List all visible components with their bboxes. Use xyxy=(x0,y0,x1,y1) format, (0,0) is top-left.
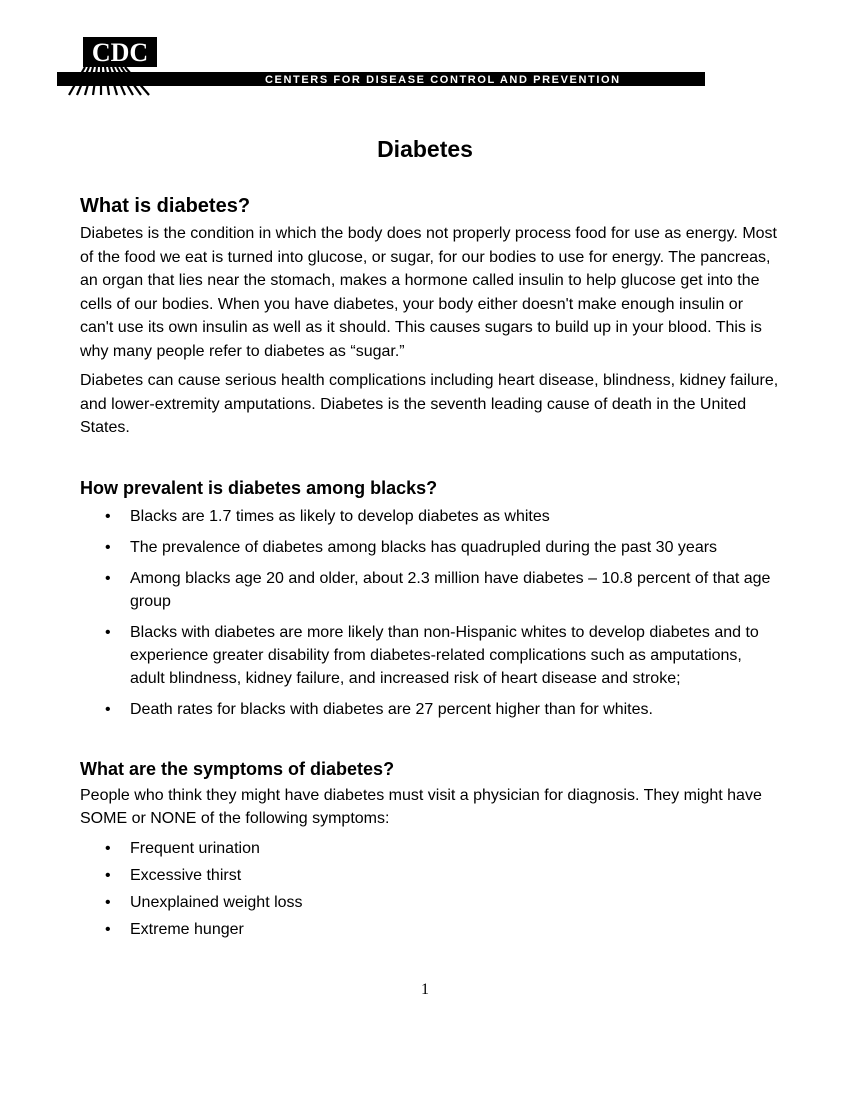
page-title: Diabetes xyxy=(377,136,473,162)
list-item xyxy=(80,621,780,690)
list-item-text: Death rates for blacks with diabetes are 27 percent higher than for whites. xyxy=(130,700,653,718)
heading-symptoms: What are the symptoms of diabetes? xyxy=(80,758,395,779)
bullet-icon: • xyxy=(105,920,111,938)
list-item xyxy=(80,864,780,887)
bullet-icon: • xyxy=(105,893,111,911)
list-item-text: Unexplained weight loss xyxy=(130,893,303,911)
cdc-logo xyxy=(57,37,705,97)
paragraph: Diabetes can cause serious health complications including heart disease, blindness, kidney failure, and lower-extremity amputations. Diabetes is the seventh leading cause of death in the United States. xyxy=(80,372,779,436)
list-item-text: Extreme hunger xyxy=(130,920,244,938)
bullet-icon: • xyxy=(105,700,111,718)
list-item xyxy=(80,536,780,559)
page-number: 1 xyxy=(421,981,429,998)
cdc-header xyxy=(57,37,705,97)
heading-what-is-diabetes: What is diabetes? xyxy=(80,195,251,217)
list-item xyxy=(80,698,780,721)
bullet-icon: • xyxy=(105,866,111,884)
bullet-icon: • xyxy=(105,507,111,525)
list-item xyxy=(80,918,780,941)
list-item-text: Blacks are 1.7 times as likely to develop diabetes as whites xyxy=(130,507,550,525)
banner-text: CENTERS FOR DISEASE CONTROL AND PREVENTION xyxy=(265,74,621,86)
list-item xyxy=(80,837,780,860)
bullet-icon: • xyxy=(105,538,111,556)
list-item-text: The prevalence of diabetes among blacks has quadrupled during the past 30 years xyxy=(130,538,718,556)
bullet-icon: • xyxy=(105,569,111,587)
bullet-icon: • xyxy=(105,623,111,641)
bullet-icon: • xyxy=(105,839,111,857)
list-item-text: Blacks with diabetes are more likely than non-Hispanic whites to develop diabetes and to experience greater disability from diabetes-related complications such as amputations, adult blindness, kidney failure, and increased risk of heart disease and stroke; xyxy=(130,623,759,687)
paragraph: People who think they might have diabetes must visit a physician for diagnosis. They might have SOME or NONE of the following symptoms: xyxy=(80,786,762,827)
prevalence-list xyxy=(80,505,780,721)
list-item-text: Excessive thirst xyxy=(130,866,242,884)
logo-text: CDC xyxy=(91,38,149,67)
document-body xyxy=(80,130,780,945)
list-item xyxy=(80,505,780,528)
paragraph: Diabetes is the condition in which the body does not properly process food for use as energy. Most of the food we eat is turned into glucose, or sugar, for our bodies to use for energy. The pancreas, an organ that lies near the stomach, makes a hormone called insulin to help glucose get into the cells of our bodies. When you have diabetes, your body either doesn't make enough insulin or can't use its own insulin as well as it should. This causes sugars to build up in your blood. This is why many people refer to diabetes as “sugar.” xyxy=(80,225,777,360)
list-item-text: Among blacks age 20 and older, about 2.3 million have diabetes – 10.8 percent of that age group xyxy=(130,569,771,610)
symptoms-list xyxy=(80,837,780,941)
heading-prevalence: How prevalent is diabetes among blacks? xyxy=(80,477,438,498)
list-item xyxy=(80,891,780,914)
list-item xyxy=(80,567,780,613)
list-item-text: Frequent urination xyxy=(130,839,260,857)
